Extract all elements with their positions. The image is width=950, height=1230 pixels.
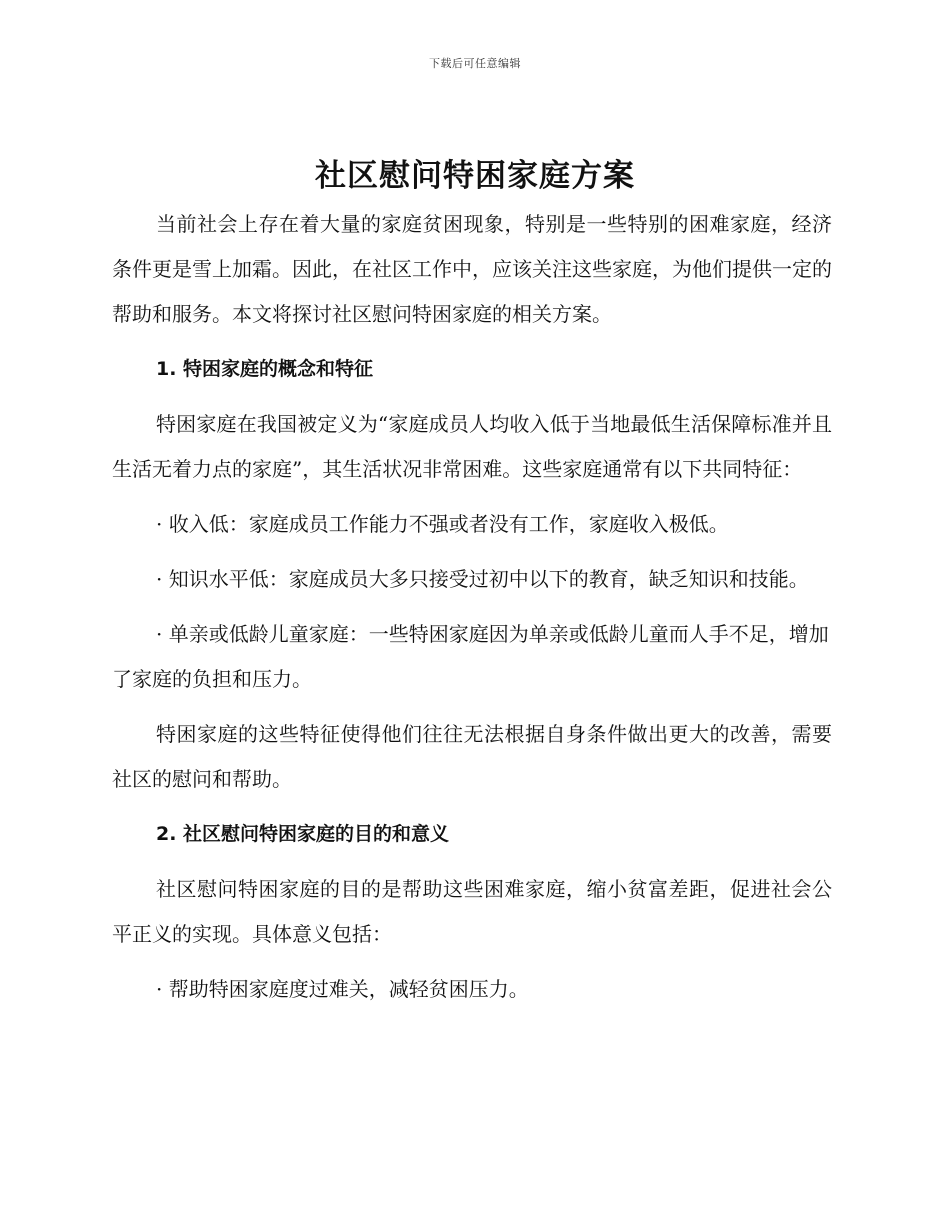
section-1-bullet-2: · 知识水平低：家庭成员大多只接受过初中以下的教育，缺乏知识和技能。 [156, 567, 809, 591]
section-2-bullet-1: · 帮助特困家庭度过难关，减轻贫困压力。 [156, 977, 529, 1001]
intro-paragraph: 当前社会上存在着大量的家庭贫困现象，特别是一些特别的困难家庭，经济条件更是雪上加霜。因此，在社区工作中，应该关注这些家庭，为他们提供一定的帮助和服务。本文将探讨社区慰问特困家庭的相关方案。 [112, 212, 832, 326]
section-1-heading: 1. 特困家庭的概念和特征 [156, 358, 374, 380]
section-2-paragraph: 社区慰问特困家庭的目的是帮助这些困难家庭，缩小贫富差距，促进社会公平正义的实现。具体意义包括： [112, 877, 832, 946]
section-1-bullet-1: · 收入低：家庭成员工作能力不强或者没有工作，家庭收入极低。 [156, 512, 729, 536]
document-title: 社区慰问特困家庭方案 [315, 158, 635, 194]
header-note: 下载后可任意编辑 [429, 57, 521, 70]
section-2-heading: 2. 社区慰问特困家庭的目的和意义 [156, 823, 450, 845]
section-1-conclusion: 特困家庭的这些特征使得他们往往无法根据自身条件做出更大的改善，需要社区的慰问和帮助。 [112, 722, 832, 791]
section-1-paragraph: 特困家庭在我国被定义为“家庭成员人均收入低于当地最低生活保障标准并且生活无着力点的家庭”，其生活状况非常困难。这些家庭通常有以下共同特征： [112, 412, 832, 481]
document-body [112, 202, 832, 1022]
section-1-bullet-3: · 单亲或低龄儿童家庭：一些特困家庭因为单亲或低龄儿童而人手不足，增加了家庭的负担和压力。 [112, 622, 829, 691]
